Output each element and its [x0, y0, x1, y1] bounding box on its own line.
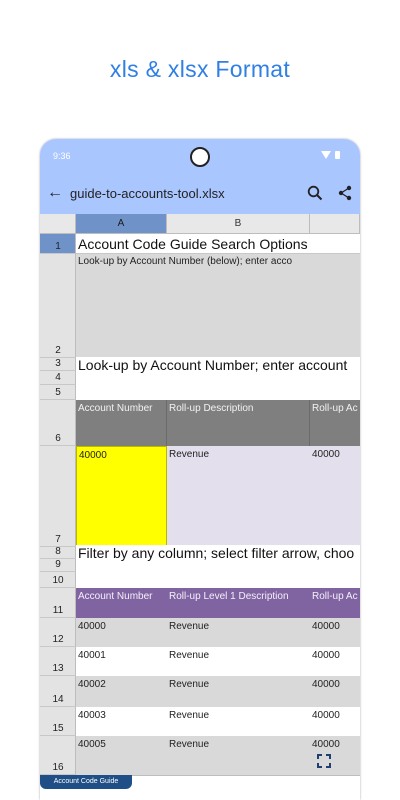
phone-screen: [40, 139, 360, 800]
status-icons: [321, 151, 340, 159]
cell-c7[interactable]: 40000: [310, 446, 360, 547]
column-header-c[interactable]: [310, 214, 360, 234]
status-time: 9:36: [53, 151, 71, 161]
row-header-7[interactable]: 7: [40, 446, 76, 547]
cell-a6[interactable]: Account Number: [76, 400, 167, 446]
cell-b14[interactable]: Revenue: [167, 676, 310, 707]
row-header-12[interactable]: 12: [40, 618, 76, 647]
row-header-11[interactable]: 11: [40, 588, 76, 618]
cell-b16[interactable]: Revenue: [167, 736, 310, 775]
cell-a2[interactable]: Look-up by Account Number (below); enter acco: [76, 254, 360, 358]
row-header-16[interactable]: 16: [40, 736, 76, 775]
row-header-5[interactable]: 5: [40, 385, 76, 400]
cell-b12[interactable]: Revenue: [167, 618, 310, 647]
cell-a1[interactable]: Account Code Guide Search Options: [76, 234, 360, 254]
cell-b15[interactable]: Revenue: [167, 707, 310, 736]
file-title: guide-to-accounts-tool.xlsx: [70, 186, 225, 201]
cell-b7[interactable]: Revenue: [167, 446, 310, 547]
row-header-10[interactable]: 10: [40, 572, 76, 588]
sheet-tab-account-code-guide[interactable]: Account Code Guide: [40, 775, 132, 789]
share-icon[interactable]: [336, 184, 354, 202]
app-bar: [40, 139, 360, 214]
back-arrow-icon[interactable]: ←: [47, 184, 63, 201]
cell-c6[interactable]: Roll-up Ac: [310, 400, 360, 446]
row-header-13[interactable]: 13: [40, 647, 76, 676]
promo-headline: xls & xlsx Format: [109, 56, 291, 82]
row-header-8[interactable]: 8: [40, 547, 76, 559]
search-icon[interactable]: [306, 184, 324, 202]
row-header-14[interactable]: 14: [40, 676, 76, 707]
cell-c16[interactable]: 40000: [310, 736, 360, 775]
row-header-9[interactable]: 9: [40, 559, 76, 572]
cell-a7[interactable]: 40000: [76, 446, 167, 547]
battery-icon: [335, 151, 340, 159]
cell-a3[interactable]: Look-up by Account Number; enter account: [76, 357, 360, 379]
wifi-icon: [321, 151, 331, 159]
row-header-3[interactable]: 3: [40, 358, 76, 371]
cell-b6[interactable]: Roll-up Description: [167, 400, 310, 446]
cell-b11[interactable]: Roll-up Level 1 Description: [167, 588, 310, 618]
cell-a15[interactable]: 40003: [76, 707, 167, 736]
row-header-1[interactable]: 1: [40, 234, 76, 254]
cell-a13[interactable]: 40001: [76, 647, 167, 676]
cell-a8[interactable]: Filter by any column; select filter arrow, choo: [76, 545, 360, 567]
fullscreen-icon[interactable]: [316, 753, 332, 769]
row-header-2[interactable]: 2: [40, 254, 76, 358]
cell-c12[interactable]: 40000: [310, 618, 360, 647]
cell-c11[interactable]: Roll-up Ac: [310, 588, 360, 618]
row-header-4[interactable]: 4: [40, 371, 76, 385]
column-header-b[interactable]: B: [167, 214, 310, 234]
cell-c14[interactable]: 40000: [310, 676, 360, 707]
cell-b13[interactable]: Revenue: [167, 647, 310, 676]
cell-a11[interactable]: Account Number: [76, 588, 167, 618]
column-header-a[interactable]: A: [76, 214, 167, 234]
cell-c15[interactable]: 40000: [310, 707, 360, 736]
row-header-6[interactable]: 6: [40, 400, 76, 446]
cell-a16[interactable]: 40005: [76, 736, 167, 775]
cell-a12[interactable]: 40000: [76, 618, 167, 647]
row-header-15[interactable]: 15: [40, 707, 76, 736]
corner-cell[interactable]: [40, 214, 76, 234]
cell-a14[interactable]: 40002: [76, 676, 167, 707]
cell-c13[interactable]: 40000: [310, 647, 360, 676]
camera-cutout: [190, 147, 210, 167]
